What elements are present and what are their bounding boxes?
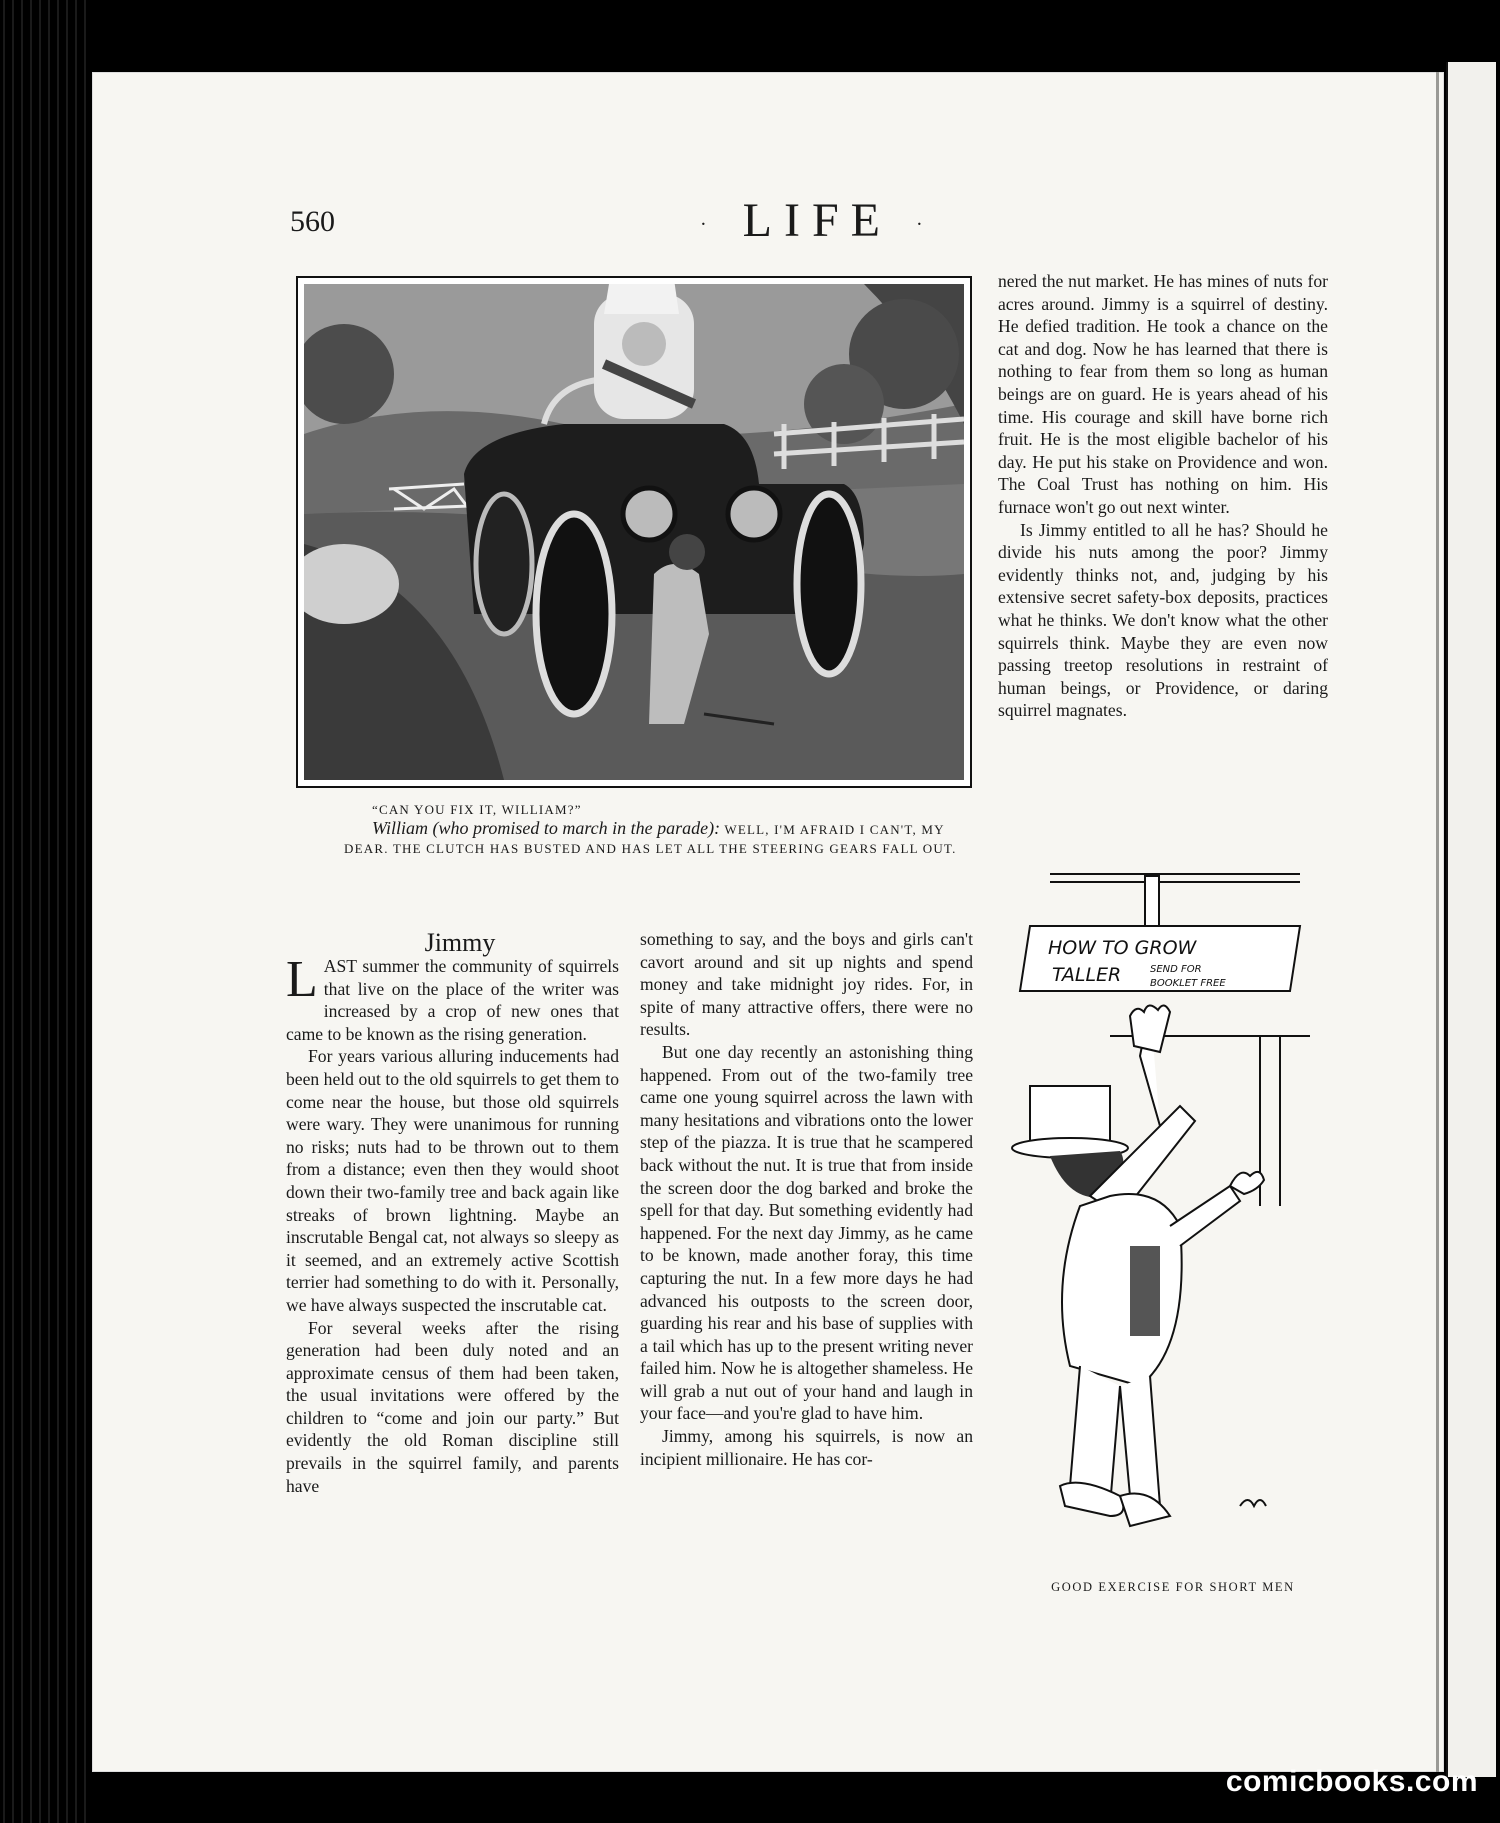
caption-question: “CAN YOU FIX IT, WILLIAM?” — [372, 802, 582, 817]
sign-small-text-1: SEND FOR — [1150, 964, 1202, 975]
sign-small-text-2: BOOKLET FREE — [1150, 978, 1226, 989]
article-paragraph: For several weeks after the rising generation had been duly noted and an approximate census of them had been taken, the usual invitations were offered by the children to “come and join our party.” But evidently the old Roman discipline still prevails in the squirrel family, and parents have — [286, 1317, 619, 1496]
page-gutter — [1436, 72, 1439, 1772]
car-scene-drawing — [304, 284, 964, 780]
cartoon-caption: GOOD EXERCISE FOR SHORT MEN — [1051, 1580, 1295, 1594]
sign-text-2: TALLER — [1052, 964, 1122, 986]
article-column-middle — [640, 928, 973, 1470]
sign-text-1: HOW TO GROW — [1048, 937, 1197, 959]
short-man-cartoon — [1010, 866, 1320, 1566]
page-number: 560 — [290, 205, 335, 238]
cartoon-drawing — [1010, 866, 1320, 1566]
article-column-left — [286, 951, 619, 1497]
article-paragraph: Jimmy, among his squirrels, is now an incipient millionaire. He has cor- — [640, 1426, 973, 1469]
masthead-dot-right: · — [916, 213, 935, 236]
caption-speaker: William (who promised to march in the parade): — [372, 818, 721, 838]
masthead — [700, 193, 935, 248]
article-paragraph: For years various alluring inducements had been held out to the old squirrels to get them to come near the house, but those old squirrels were wary. They were unanimous for running no risks; nuts had to be thrown out to them from a distance; even then they would shoot down their two-family tree and back again like streaks of brown lightning. Maybe an inscrutable Bengal cat, not always so sleepy as it seemed, and an extremely active Scottish terrier had something to do with it. Personally, we have always suspected the inscrutable cat. — [286, 1046, 619, 1315]
site-watermark: comicbooks.com — [1225, 1765, 1478, 1798]
lead-text: AST summer the community of squirrels that live on the place of the writer was increased by a crop of new ones that came to be known as the rising generation. — [286, 956, 619, 1044]
article-paragraph: Is Jimmy entitled to all he has? Should he divide his nuts among the poor? Jimmy evidently thinks not, and, judging by his extensive secret safety-box deposits, practices what he thinks. We don't know what the other squirrels think. Maybe they are even now passing treetop resolutions in restraint of human beings, or Providence, or daring squirrel magnates. — [998, 519, 1328, 721]
caption-reply: WELL, I'M AFRAID I CAN'T, MY DEAR. THE CLUTCH HAS BUSTED AND HAS LET ALL THE STEERING GEARS FALL OUT. — [344, 822, 957, 856]
facing-page-edge — [1446, 62, 1496, 1777]
scan-left-edge — [0, 0, 92, 1823]
masthead-title: LIFE — [742, 194, 892, 247]
article-paragraph-lead — [286, 951, 619, 1045]
article-paragraph: But one day recently an astonishing thing happened. From out of the two-family tree came one young squirrel across the lawn with many hesitations and vibrations onto the lower step of the piazza. It is true that he scampered back without the nut. It is true that from inside the screen door the dog barked and broke the spell for that day. But something evidently had happened. For the next day Jimmy, as he came to be known, made another foray, this time capturing the nut. In a few more days he had advanced his outposts to the screen door, guarding his rear and his base of supplies with a tail which has up to the present writing never failed him. Now he is altogether shameless. He will grab a nut out of your hand and laugh in your face—and you're glad to have him. — [640, 1041, 973, 1424]
drop-cap: L — [286, 951, 318, 1008]
article-paragraph: nered the nut market. He has mines of nuts for acres around. Jimmy is a squirrel of destiny. He defied tradition. He took a chance on the cat and dog. Now he has learned that there is nothing to fear from them so long as human beings are on guard. He is years ahead of his time. His courage and skill have borne rich fruit. He is the most eligible bachelor of his day. He put his stake on Providence and won. The Coal Trust has nothing on him. His furnace won't go out next winter. — [998, 271, 1328, 517]
article-title: Jimmy — [424, 928, 496, 957]
article-column-right — [998, 270, 1328, 722]
car-illustration — [296, 276, 972, 788]
illustration-caption — [344, 800, 964, 858]
article-paragraph: something to say, and the boys and girls can't cavort around and sit up nights and spend money and take midnight joy rides. For, in spite of many attractive offers, there were no results. — [640, 929, 973, 1040]
masthead-dot-left: · — [700, 213, 719, 236]
